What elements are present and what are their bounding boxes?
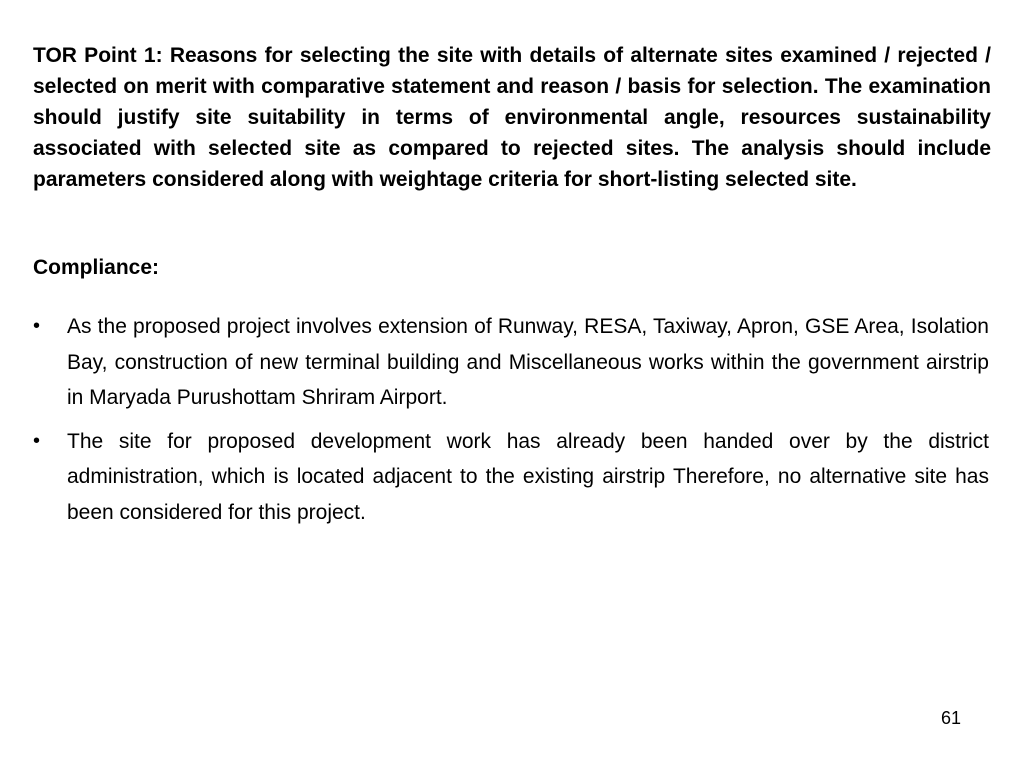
compliance-label: Compliance:: [33, 256, 160, 279]
bullet-icon: •: [33, 315, 41, 337]
bullet-icon: •: [33, 429, 41, 452]
tor-point-heading: TOR Point 1: Reasons for selecting the site with details of alternate sites examined / rejected / selected on merit with comparative statement and reason / basis for selection. The examination should justify site suitability in terms of environmental angle, resources sustainability associated with selected site as compared to rejected sites. The analysis should include parameters considered along with weightage criteria for short-listing selected site.: [33, 44, 991, 191]
page-number: 61: [941, 708, 962, 728]
list-item-text: As the proposed project involves extension of Runway, RESA, Taxiway, Apron, GSE Area, Isolation Bay, construction of new terminal building and Miscellaneous works within the government airstrip in Maryada Purushottam Shriram Airport.: [67, 315, 989, 409]
list-item: [33, 309, 989, 416]
compliance-list: [33, 309, 989, 538]
list-item-text: The site for proposed development work has already been handed over by the district administration, which is located adjacent to the existing airstrip Therefore, no alternative site has been considered for this project.: [67, 429, 989, 524]
list-item: [33, 424, 989, 531]
